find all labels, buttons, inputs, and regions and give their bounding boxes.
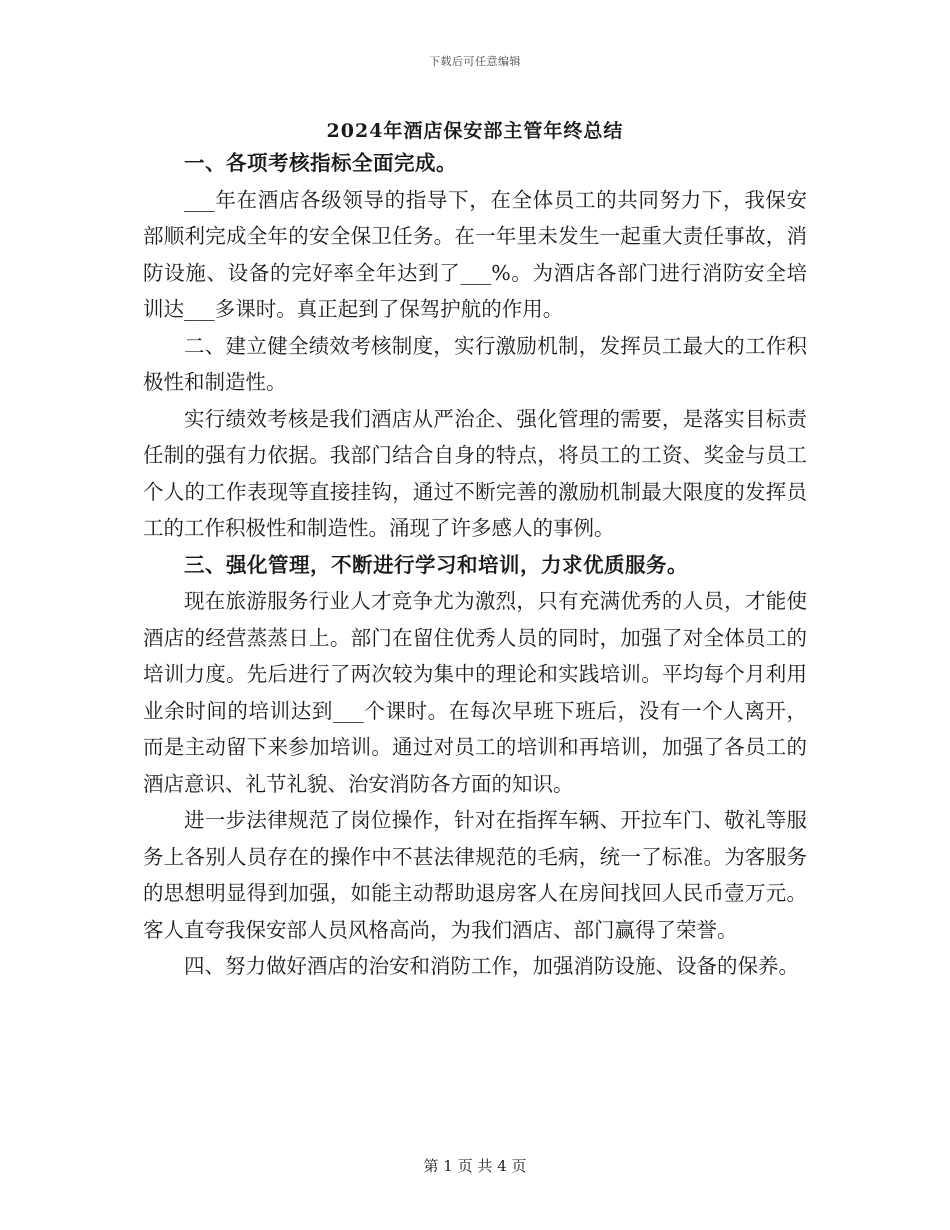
header-note: 下载后可任意编辑 [429,55,521,68]
paragraph-3: 现在旅游服务行业人才竞争尤为激烈，只有充满优秀的人员，才能使酒店的经营蒸蒸日上。部门在留住优秀人员的同时，加强了对全体员工的培训力度。先后进行了两次较为集中的理论和实践培训。平均每个月利用业余时间的培训达到___个课时。在每次早班下班后，没有一个人离开，而是主动留下来参加培训。通过对员工的培训和再培训，加强了各员工的酒店意识、礼节礼貌、治安消防各方面的知识。 [143,589,807,796]
paragraph-4: 进一步法律规范了岗位操作，针对在指挥车辆、开拉车门、敬礼等服务上各别人员存在的操作中不甚法律规范的毛病，统一了标准。为客服务的思想明显得到加强，如能主动帮助退房客人在房间找回人民币壹万元。客人直夸我保安部人员风格高尚，为我们酒店、部门赢得了荣誉。 [143,808,807,942]
section-heading-1: 一、各项考核指标全面完成。 [184,151,457,175]
section-heading-4: 四、努力做好酒店的治安和消防工作，加强消防设施、设备的保养。 [184,954,799,978]
paragraph-2: 实行绩效考核是我们酒店从严治企、强化管理的需要，是落实目标责任制的强有力依据。我部门结合自身的特点，将员工的工资、奖金与员工个人的工作表现等直接挂钩，通过不断完善的激励机制最大限度的发挥员工的工作积极性和制造性。涌现了许多感人的事例。 [143,406,807,540]
document-body [143,145,807,985]
document-title: 2024年酒店保安部主管年终总结 [326,120,624,142]
section-heading-3: 三、强化管理，不断进行学习和培训，力求优质服务。 [184,552,688,577]
section-heading-2: 二、建立健全绩效考核制度，实行激励机制，发挥员工最大的工作积极性和制造性。 [143,333,807,394]
paragraph-1: ___年在酒店各级领导的指导下，在全体员工的共同努力下，我保安部顺利完成全年的安全保卫任务。在一年里未发生一起重大责任事故，消防设施、设备的完好率全年达到了___%。为酒店各部门进行消防安全培训达___多课时。真正起到了保驾护航的作用。 [143,187,807,321]
page-footer: 第 1 页 共 4 页 [423,1157,527,1175]
